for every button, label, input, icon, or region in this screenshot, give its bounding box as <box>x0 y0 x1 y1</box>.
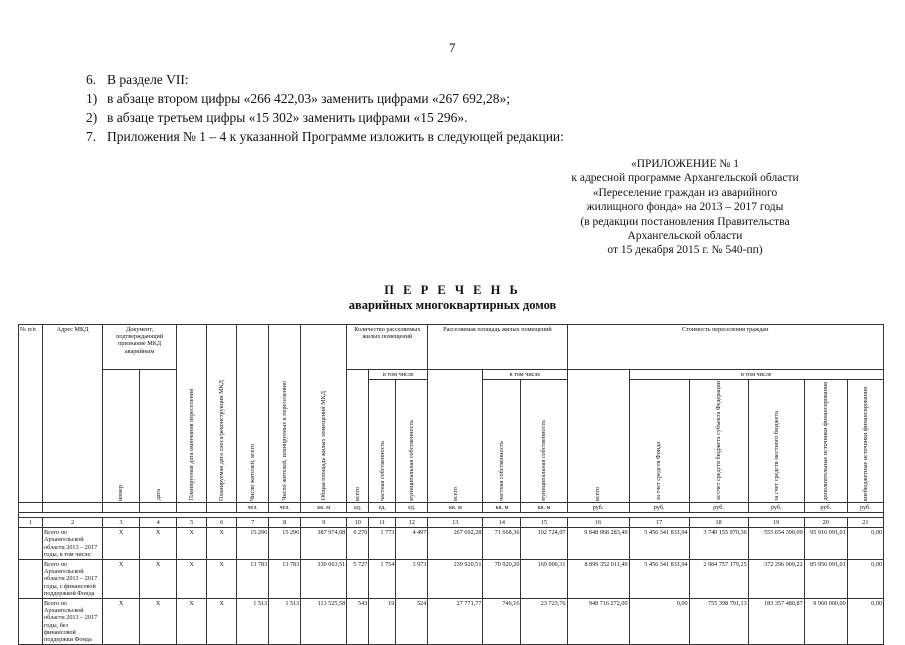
unit-cell: кв. м <box>483 502 521 512</box>
appendix-header <box>560 157 810 258</box>
table-row <box>19 528 884 560</box>
header-doc-number-label: номер <box>117 484 125 501</box>
unit-cell: руб. <box>847 502 883 512</box>
header-cost-including: в том числе <box>629 370 883 380</box>
table-cell: 330 063,51 <box>301 559 347 598</box>
unit-cell: чел. <box>237 502 269 512</box>
table-cell: 13 783 <box>269 559 301 598</box>
header-planned-demolish <box>207 325 237 503</box>
header-doc-date-label: дата <box>154 489 162 501</box>
header-cost-federal <box>689 380 748 503</box>
table-cell: X <box>207 598 237 644</box>
column-number: 5 <box>177 517 207 527</box>
header-cost: Стоимость переселения граждан <box>567 325 884 370</box>
header-area-private <box>483 380 521 503</box>
header-cost-local-label: за счет средств местного бюджета <box>772 410 780 501</box>
unit-cell: ед. <box>396 502 428 512</box>
column-number: 12 <box>396 517 428 527</box>
table-cell: 5 727 <box>347 559 369 598</box>
table-cell: 1 754 <box>369 559 396 598</box>
column-number: 4 <box>140 517 177 527</box>
unit-cell: ед. <box>369 502 396 512</box>
table-cell: 19 <box>369 598 396 644</box>
header-cost-offbudget-label: внебюджетные источники финансирования <box>861 386 869 501</box>
header-cost-total-label: всего <box>594 486 602 501</box>
instruction-text: в абзаце третьем цифры «15 302» заменить цифрами «15 296». <box>107 110 468 125</box>
header-area-sum <box>428 370 483 503</box>
table-cell: 372 296 909,22 <box>748 559 804 598</box>
table-cell: X <box>140 559 177 598</box>
column-number: 19 <box>748 517 804 527</box>
table-cell: 0,00 <box>847 528 883 560</box>
table-cell: 387 974,08 <box>301 528 347 560</box>
unit-cell: кв. м <box>521 502 567 512</box>
header-cost-total <box>567 370 629 503</box>
table-cell: 8 899 352 011,40 <box>567 559 629 598</box>
table-cell: 192 724,07 <box>521 528 567 560</box>
header-cost-additional <box>804 380 847 503</box>
table-cell: 2 984 757 179,25 <box>689 559 748 598</box>
table-cell: 15 296 <box>237 528 269 560</box>
instructions <box>86 70 564 146</box>
column-number: 18 <box>689 517 748 527</box>
header-document: Документ, подтверждающий признание МКД аварийным <box>103 325 177 370</box>
header-residents-plan <box>269 325 301 503</box>
header-area-including: в том числе <box>483 370 567 380</box>
header-residents <box>237 325 269 503</box>
instruction-number: 6. <box>86 72 97 87</box>
table-cell: X <box>177 598 207 644</box>
header-cost-local <box>748 380 804 503</box>
unit-cell: руб. <box>804 502 847 512</box>
header-doc-number <box>103 370 140 503</box>
appendix-line: к адресной программе Архангельской области <box>571 172 799 185</box>
table-cell: 3 973 <box>396 559 428 598</box>
table-cell: 1 773 <box>369 528 396 560</box>
table-cell: 15 296 <box>269 528 301 560</box>
column-number: 6 <box>207 517 237 527</box>
header-rooms-municipal-label: муниципальная собственность <box>408 419 416 501</box>
table-cell: X <box>103 528 140 560</box>
row-address: Всего по Архангельской области 2013 – 2017 годы, в том числе: <box>43 528 103 560</box>
table-cell: 113 525,58 <box>301 598 347 644</box>
appendix-line: Архангельской области <box>627 230 743 243</box>
row-address: Всего по Архангельской области 2013 – 2017 годы, с финансовой поддержкой Фонда <box>43 559 103 598</box>
appendix-line: от 15 декабря 2015 г. № 540-пп) <box>607 244 763 257</box>
table-cell: X <box>140 528 177 560</box>
unit-cell: кв. м <box>428 502 483 512</box>
table-cell: 1 513 <box>237 598 269 644</box>
unit-cell: чел. <box>269 502 301 512</box>
table-cell: X <box>177 528 207 560</box>
table-cell: 23 723,76 <box>521 598 567 644</box>
table-cell: 239 920,51 <box>428 559 483 598</box>
header-number: № п/п <box>19 325 43 503</box>
header-area-municipal <box>521 380 567 503</box>
header-residents-plan-label: Число жителей, планируемых к переселению <box>281 381 289 501</box>
header-area-municipal-label: муниципальная собственность <box>540 419 548 501</box>
table-cell: X <box>207 528 237 560</box>
table-cell: 70 920,20 <box>483 559 521 598</box>
instruction-text: в абзаце втором цифры «266 422,03» заменить цифрами «267 692,28»; <box>107 91 511 106</box>
table-cell: 555 654 390,09 <box>748 528 804 560</box>
header-rooms-count: Количество расселяемых жилых помещений <box>347 325 428 370</box>
header-cost-offbudget <box>847 380 883 503</box>
row-number <box>19 528 43 560</box>
column-number: 20 <box>804 517 847 527</box>
appendix-line: (в редакции постановления Правительства <box>580 215 790 228</box>
column-number: 10 <box>347 517 369 527</box>
column-numbers-row <box>19 517 884 527</box>
header-area-total-label: Общая площадь жилых помещений МКД <box>320 391 328 501</box>
header-rooms-private <box>369 380 396 503</box>
unit-cell: руб. <box>748 502 804 512</box>
appendix-line: «ПРИЛОЖЕНИЕ № 1 <box>630 158 739 170</box>
instruction-number: 2) <box>86 110 98 125</box>
row-number <box>19 598 43 644</box>
unit-cell: ед. <box>347 502 369 512</box>
table-body <box>19 528 884 645</box>
column-number: 17 <box>629 517 689 527</box>
unit-cell: кв. м <box>301 502 347 512</box>
table-cell: X <box>103 559 140 598</box>
unit-cell: руб. <box>567 502 629 512</box>
column-number: 15 <box>521 517 567 527</box>
table-cell: 524 <box>396 598 428 644</box>
table-cell: 27 771,77 <box>428 598 483 644</box>
header-planned-end <box>177 325 207 503</box>
unit-cell: руб. <box>689 502 748 512</box>
header-planned-end-label: Планируемая дата окончания переселения <box>188 389 196 501</box>
header-address: Адрес МКД <box>43 325 103 503</box>
column-number: 11 <box>369 517 396 527</box>
houses-table <box>18 324 884 645</box>
document-title: П Е Р Е Ч Е Н Ь <box>384 283 521 297</box>
row-address: Всего по Архангельской области 2013 – 2017 годы, без финансовой поддержки Фонда <box>43 598 103 644</box>
header-cost-fund <box>629 380 689 503</box>
column-number: 16 <box>567 517 629 527</box>
table-cell: 71 668,36 <box>483 528 521 560</box>
table-cell: 95 916 091,01 <box>804 528 847 560</box>
table-row <box>19 559 884 598</box>
unit-cell: руб. <box>629 502 689 512</box>
column-number: 1 <box>19 517 43 527</box>
column-number: 2 <box>43 517 103 527</box>
column-number: 7 <box>237 517 269 527</box>
header-rooms-total <box>347 370 369 503</box>
table-cell: 0,00 <box>629 598 689 644</box>
table-cell: 85 956 091,01 <box>804 559 847 598</box>
column-number: 21 <box>847 517 883 527</box>
header-rooms-area: Расселяемая площадь жилых помещений <box>428 325 567 370</box>
instruction-line <box>86 127 564 146</box>
header-rooms-municipal <box>396 380 428 503</box>
instruction-line <box>86 70 564 89</box>
table-cell: 9 848 068 283,40 <box>567 528 629 560</box>
instruction-line <box>86 108 564 127</box>
table-cell: 1 513 <box>269 598 301 644</box>
instruction-number: 1) <box>86 91 98 106</box>
column-number: 9 <box>301 517 347 527</box>
column-number: 13 <box>428 517 483 527</box>
table-cell: 0,00 <box>847 598 883 644</box>
page-number: 7 <box>449 40 456 55</box>
header-cost-additional-label: дополнительные источники финансирования <box>822 382 830 501</box>
header-area-private-label: частная собственность <box>498 440 506 501</box>
header-cost-federal-label: за счет средств бюджета субъекта Федерации <box>715 381 723 501</box>
table-cell: X <box>140 598 177 644</box>
header-cost-fund-label: за счет средств Фонда <box>655 442 663 501</box>
header-rooms-including: в том числе <box>369 370 428 380</box>
table-cell: 6 270 <box>347 528 369 560</box>
table-cell: 5 456 341 831,94 <box>629 559 689 598</box>
header-area-sum-label: всего <box>451 486 459 501</box>
table-cell: X <box>177 559 207 598</box>
appendix-line: жилищного фонда» на 2013 – 2017 годы <box>586 201 784 214</box>
header-rooms-total-label: всего <box>354 486 362 501</box>
header-area-total <box>301 325 347 503</box>
table-row <box>19 598 884 644</box>
instruction-line <box>86 89 564 108</box>
table-cell: X <box>103 598 140 644</box>
instruction-text: Приложения № 1 – 4 к указанной Программе изложить в следующей редакции: <box>107 129 564 144</box>
instruction-number: 7. <box>86 129 97 144</box>
header-doc-date <box>140 370 177 503</box>
units-row <box>19 502 884 512</box>
table-cell: 755 398 791,13 <box>689 598 748 644</box>
instruction-text: В разделе VII: <box>107 72 189 87</box>
column-number: 8 <box>269 517 301 527</box>
table-cell: 267 692,28 <box>428 528 483 560</box>
table-cell: 183 357 480,87 <box>748 598 804 644</box>
column-number: 3 <box>103 517 140 527</box>
header-residents-label: Число жителей, всего <box>249 443 257 501</box>
header-rooms-private-label: частная собственность <box>378 440 386 501</box>
table-cell: 9 960 000,00 <box>804 598 847 644</box>
table-cell: 948 716 272,00 <box>567 598 629 644</box>
table-cell: 5 456 341 831,94 <box>629 528 689 560</box>
row-number <box>19 559 43 598</box>
table-cell: 0,00 <box>847 559 883 598</box>
document-subtitle: аварийных многоквартирных домов <box>348 298 557 312</box>
table-cell: 543 <box>347 598 369 644</box>
header-planned-demolish-label: Планируемая дата сноса/реконструкции МКД <box>218 379 226 501</box>
table-cell: 3 740 155 970,36 <box>689 528 748 560</box>
table-cell: 169 000,31 <box>521 559 567 598</box>
table-cell: 746,16 <box>483 598 521 644</box>
table-cell: X <box>207 559 237 598</box>
table-cell: 13 783 <box>237 559 269 598</box>
column-number: 14 <box>483 517 521 527</box>
table-cell: 4 497 <box>396 528 428 560</box>
appendix-line: «Переселение граждан из аварийного <box>592 186 778 199</box>
